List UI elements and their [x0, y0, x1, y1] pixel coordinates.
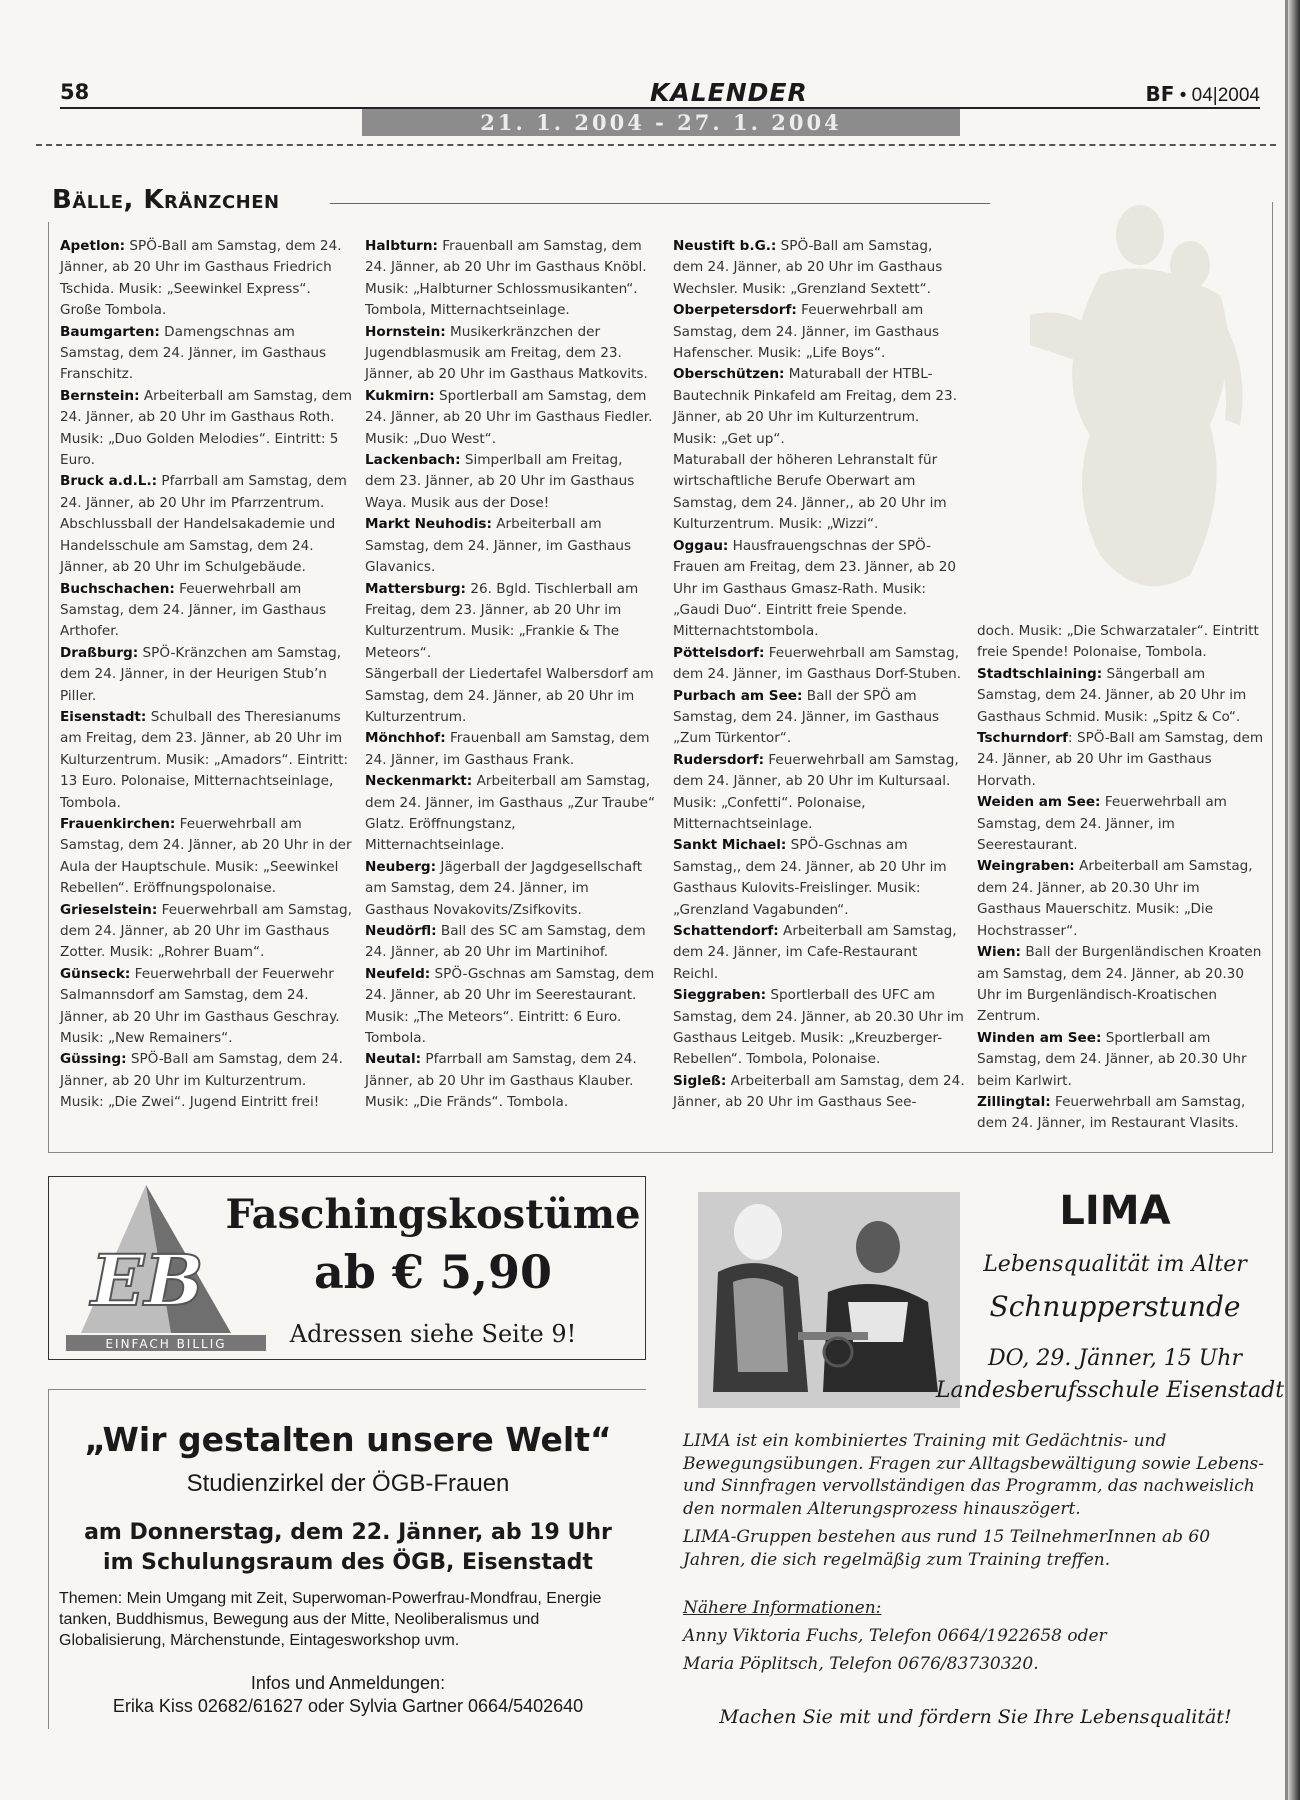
- listing-place: Purbach am See:: [673, 687, 803, 704]
- listing-place: Mattersburg:: [365, 580, 466, 597]
- listing-text: Feuerwehrball am Samstag, dem 24. Jänner, im Gasthaus Arthofer.: [60, 580, 327, 640]
- listing-place: Neuberg:: [365, 858, 437, 875]
- listing-entry: [60, 236, 352, 322]
- listing-place: Draßburg:: [60, 644, 139, 661]
- listing-text: Simperlball am Freitag, dem 23. Jänner, ab 20 Uhr im Gasthaus Waya. Musik aus der Dose!: [365, 452, 635, 511]
- listing-place: Stadtschlaining:: [977, 665, 1103, 682]
- listing-text: Arbeiterball am Samstag, dem 24. Jänner, ab 20 Uhr im Gasthaus See-: [673, 1072, 965, 1111]
- ogb-contact: [49, 1672, 647, 1718]
- listing-entry: [365, 236, 657, 322]
- lima-paragraph-2: LIMA-Gruppen bestehen aus rund 15 TeilnehmerInnen ab 60 Jahren, die sich regelmäßig zum Training treffen.: [683, 1527, 1211, 1570]
- magazine-name: BF: [1145, 82, 1175, 106]
- listing-text: Musikerkränzchen der Jugendblasmusik am Freitag, dem 23. Jänner, ab 20 Uhr im Gasthaus Matkovits.: [365, 323, 648, 383]
- listing-place: Weingraben:: [977, 858, 1075, 875]
- listing-entry: [365, 964, 657, 1050]
- listing-text: Jägerball der Jagdgesellschaft am Samstag, dem 24. Jänner, im Gasthaus Novakovits/Zsifkovits.: [365, 858, 643, 918]
- listing-column-4: [977, 621, 1265, 1135]
- lima-info-label-text: Nähere Informationen:: [683, 1598, 882, 1618]
- lima-title: LIMA: [1059, 1188, 1171, 1234]
- listing-text: Ball der Burgenländischen Kroaten am Samstag, dem 24. Jänner, ab 20.30 Uhr im Burgenländisch-Kroatischen Zentrum.: [977, 944, 1262, 1025]
- listing-place: Mönchhof:: [365, 730, 446, 747]
- listing-entry: [977, 942, 1265, 1028]
- listing-entry: [977, 621, 1265, 664]
- listing-text: Arbeiterball am Samstag, dem 24. Jänner, im Gasthaus „Zur Traube“ Glatz. Eröffnungstanz, Mitternachtseinlage.: [365, 773, 655, 854]
- listing-text: Hausfrauengschnas der SPÖ-Frauen am Freitag, dem 23. Jänner, ab 20 Uhr im Gasthaus Gmasz-Rath. Musik: „Gaudi Duo“. Eintritt freie Spende. Mitternachtstombola.: [673, 537, 956, 640]
- listing-text: Feuerwehrball am Samstag, dem 24. Jänner, im Seerestaurant.: [977, 794, 1227, 854]
- listing-place: Bernstein:: [60, 387, 140, 404]
- listing-place: Wien:: [977, 944, 1021, 961]
- listing-entry: [365, 921, 657, 964]
- listing-place: Winden am See:: [977, 1029, 1102, 1046]
- listing-entry: [977, 1092, 1265, 1135]
- section-label: KALENDER: [650, 78, 808, 107]
- listing-text: Arbeiterball am Samstag, dem 24. Jänner, im Cafe-Restaurant Reichl.: [673, 923, 957, 982]
- listing-place: Sankt Michael:: [673, 837, 787, 854]
- listing-entry: [60, 386, 352, 472]
- listing-entry: [673, 1071, 965, 1114]
- listing-place: Neufeld:: [365, 965, 431, 982]
- listing-entry: [60, 814, 352, 900]
- listing-entry: [977, 728, 1265, 792]
- listing-text: Frauenball am Samstag, dem 24. Jänner, im Gasthaus Frank.: [365, 730, 650, 768]
- listing-text: Pfarrball am Samstag, dem 24. Jänner, ab 20 Uhr im Gasthaus Klauber. Musik: „Die Fränds“. Tombola.: [365, 1051, 637, 1111]
- listing-entry: [673, 686, 965, 750]
- listing-place: Apetlon:: [60, 238, 126, 254]
- listing-place: Grieselstein:: [60, 901, 158, 918]
- listing-text: Ball der SPÖ am Samstag, dem 24. Jänner, im Gasthaus „Zum Türkentor“.: [673, 687, 940, 747]
- listing-entry: [365, 386, 657, 450]
- page-number: 58: [60, 80, 90, 104]
- listing-text: Maturaball der höheren Lehranstalt für wirtschaftliche Berufe Oberwart am Samstag, dem 24. Jänner,, ab 20 Uhr im Kulturzentrum. Musik: „Wizzi“.: [673, 452, 947, 533]
- listing-text: SPÖ-Gschnas am Samstag, dem 24. Jänner, ab 20 Uhr im Seerestaurant. Musik: „The Meteors“. Eintritt: 6 Euro. Tombola.: [365, 965, 655, 1047]
- section-title-text: Bälle, Kränzchen: [52, 185, 280, 215]
- listing-text: SPÖ-Ball am Samstag, dem 24. Jänner, ab 20 Uhr im Gasthaus Wechsler. Musik: „Grenzland Sextett“.: [673, 238, 943, 297]
- listing-text: Sängerball am Samstag, dem 24. Jänner, ab 20 Uhr im Gasthaus Schmid. Musik: „Spitz & Co“.: [977, 665, 1247, 725]
- listing-place: Baumgarten:: [60, 323, 160, 340]
- section-title: [52, 185, 280, 215]
- listing-text: Feuerwehrball am Samstag, dem 24. Jänner, ab 20 Uhr in der Aula der Hauptschule. Musik: „Seewinkel Rebellen“. Eröffnungspolonaise.: [60, 815, 352, 897]
- listing-text: Feuerwehrball am Samstag, dem 24. Jänner, im Gasthaus Hafenscher. Musik: „Life Boys“.: [673, 302, 940, 362]
- listing-entry: [977, 856, 1265, 942]
- listing-box-corner: [1268, 202, 1273, 222]
- lima-description: [683, 1430, 1268, 1577]
- listing-text: Arbeiterball am Samstag, dem 24. Jänner, ab 20 Uhr im Gasthaus Roth. Musik: „Duo Golden Melodies“. Eintritt: 5 Euro.: [60, 387, 352, 469]
- listing-entry: [673, 750, 965, 836]
- listing-text: Sportlerball des UFC am Samstag, dem 24. Jänner, ab 20.30 Uhr im Gasthaus Leitgeb. Musik: „Kreuzberger-Rebellen“. Tombola, Polonaise.: [673, 987, 964, 1068]
- ogb-study-circle-ad: [48, 1389, 646, 1729]
- page-header: [60, 78, 1260, 107]
- listing-entry: [365, 514, 657, 578]
- listing-entry: [365, 322, 657, 386]
- ogb-place-line: im Schulungsraum des ÖGB, Eisenstadt: [103, 1550, 593, 1575]
- listing-place: Neudörfl:: [365, 923, 437, 939]
- listing-place: Neustift b.G.:: [673, 238, 777, 254]
- listing-entry: [673, 835, 965, 921]
- listing-entry: [60, 471, 352, 514]
- listing-text: Feuerwehrball der Feuerwehr Salmannsdorf am Samstag, dem 24. Jänner, ab 20 Uhr im Gasthaus Geschray. Musik: „New Remainers“.: [60, 965, 340, 1047]
- listing-entry: [60, 514, 352, 578]
- listing-entry: [365, 664, 657, 728]
- listing-place: Oberschützen:: [673, 366, 785, 383]
- listing-text: Pfarrball am Samstag, dem 24. Jänner, ab 20 Uhr im Pfarrzentrum.: [60, 473, 347, 511]
- listing-place: Lackenbach:: [365, 452, 461, 469]
- listing-entry: [977, 792, 1265, 856]
- eb-logo-caption: EINFACH BILLIG: [105, 1337, 227, 1351]
- listing-column-3: [673, 236, 965, 1114]
- listing-place: Sigleß:: [673, 1072, 727, 1089]
- lima-contact-1: Anny Viktoria Fuchs, Telefon 0664/1922658 oder: [683, 1626, 1107, 1646]
- listing-text: Feuerwehrball am Samstag, dem 24. Jänner, im Gasthaus Dorf-Stuben.: [673, 644, 962, 683]
- listing-place: Halbturn:: [365, 238, 438, 254]
- listing-text: Arbeiterball am Samstag, dem 24. Jänner, ab 20.30 Uhr im Gasthaus Mauerschitz. Musik: „Die Hochstrasser“.: [977, 858, 1253, 939]
- listing-entry: [977, 664, 1265, 728]
- costume-headline: Faschingskostüme: [225, 1191, 641, 1238]
- bullet-separator: •: [1179, 85, 1187, 106]
- ogb-topics: Themen: Mein Umgang mit Zeit, Superwoman-Powerfrau-Mondfrau, Energie tanken, Buddhismus, Bewegung aus der Mitte, Neoliberalismus und Globalisierung, Märchenstunde, Eintagesworkshop uvm.: [59, 1590, 602, 1649]
- listing-text: Frauenball am Samstag, dem 24. Jänner, ab 20 Uhr im Gasthaus Knöbl. Musik: „Halbturner Schlossmusikanten“. Tombola, Mitternachtseinlage.: [365, 238, 647, 319]
- listing-text: Schulball des Theresianums am Freitag, dem 23. Jänner, ab 20 Uhr im Kulturzentrum. Musik: „Amadors“. Eintritt: 13 Euro. Polonaise, Mitternachtseinlage, Tombola.: [60, 708, 349, 811]
- listing-column-2: [365, 236, 657, 1114]
- lima-event: Schnupperstunde: [989, 1290, 1241, 1323]
- listing-entry: [365, 450, 657, 514]
- listing-entry: [673, 450, 965, 536]
- listing-entry: [365, 857, 657, 921]
- lima-contact-info: [683, 1594, 1268, 1678]
- listing-place: Markt Neuhodis:: [365, 516, 492, 533]
- listing-entry: [60, 900, 352, 964]
- lima-slogan: Machen Sie mit und fördern Sie Ihre Lebensqualität!: [719, 1706, 1232, 1728]
- listing-entry: [673, 921, 965, 985]
- listing-text: Sängerball der Liedertafel Walbersdorf am Samstag, dem 24. Jänner, ab 20 Uhr im Kulturzentrum.: [365, 666, 654, 725]
- seniors-photo: [698, 1192, 960, 1408]
- lima-contact-2: Maria Pöplitsch, Telefon 0676/83730320.: [683, 1654, 1039, 1674]
- listing-entry: [673, 300, 965, 364]
- listing-entry: [60, 707, 352, 814]
- listing-place: Oberpetersdorf:: [673, 302, 797, 319]
- listing-place: Oggau:: [673, 537, 729, 554]
- listing-text: Arbeiterball am Samstag, dem 24. Jänner, im Gasthaus Glavanics.: [365, 516, 632, 576]
- listing-entry: [365, 579, 657, 665]
- lima-date: DO, 29. Jänner, 15 Uhr: [988, 1346, 1242, 1371]
- listing-place: Bruck a.d.L.:: [60, 473, 158, 490]
- listing-text: : SPÖ-Ball am Samstag, dem 24. Jänner, ab 20 Uhr im Gasthaus Horvath.: [977, 730, 1264, 789]
- listing-text: Feuerwehrball am Samstag, dem 24. Jänner, ab 20 Uhr im Kultursaal. Musik: „Confetti“. Polonaise, Mitternachtseinlage.: [673, 751, 959, 832]
- listing-text: Feuerwehrball am Samstag, dem 24. Jänner, im Restaurant Vlasits.: [977, 1093, 1246, 1132]
- issue-info: [1146, 82, 1260, 107]
- listing-text: SPÖ-Ball am Samstag, dem 24. Jänner, ab 20 Uhr im Gasthaus Friedrich Tschida. Musik: „Seewinkel Express“. Große Tombola.: [60, 238, 342, 319]
- listing-text: SPÖ-Gschnas am Samstag,, dem 24. Jänner, ab 20 Uhr im Gasthaus Kulovits-Freislinger. Musik: „Grenzland Vagabunden“.: [673, 837, 947, 918]
- listing-entry: [60, 579, 352, 643]
- listing-entry: [673, 364, 965, 450]
- listing-text: Maturaball der HTBL-Bautechnik Pinkafeld am Freitag, dem 23. Jänner, ab 20 Uhr im Kulturzentrum. Musik: „Get up“.: [673, 366, 958, 447]
- listing-place: Pöttelsdorf:: [673, 644, 765, 661]
- listing-text: Ball des SC am Samstag, dem 24. Jänner, ab 20 Uhr im Martinihof.: [365, 923, 646, 961]
- listing-column-1: [60, 236, 352, 1114]
- listing-entry: [365, 771, 657, 857]
- listing-text: Damengschnas am Samstag, dem 24. Jänner, im Gasthaus Franschitz.: [60, 323, 327, 383]
- listing-place: Neutal:: [365, 1051, 422, 1068]
- date-range-band: 21. 1. 2004 - 27. 1. 2004: [362, 109, 960, 136]
- dashed-divider: [36, 144, 1276, 146]
- lima-subtitle: Lebensqualität im Alter: [983, 1252, 1247, 1277]
- listing-place: Günseck:: [60, 965, 131, 982]
- listing-place: Hornstein:: [365, 323, 446, 340]
- lima-info-label: [683, 1594, 1268, 1622]
- page-edge-shadow: [1288, 0, 1300, 1800]
- listing-place: Neckenmarkt:: [365, 773, 473, 790]
- listing-entry: [673, 985, 965, 1071]
- listing-entry: [60, 964, 352, 1050]
- listing-place: Schattendorf:: [673, 923, 779, 939]
- listing-place: Frauenkirchen:: [60, 815, 176, 832]
- listing-place: Sieggraben:: [673, 987, 767, 1004]
- section-title-rule: [330, 203, 990, 204]
- listing-place: Eisenstadt:: [60, 708, 147, 725]
- lima-place: Landesberufsschule Eisenstadt: [935, 1378, 1285, 1403]
- ogb-date-line: am Donnerstag, dem 22. Jänner, ab 19 Uhr: [84, 1520, 612, 1545]
- listing-place: Buchschachen:: [60, 580, 175, 597]
- listing-entry: [673, 643, 965, 686]
- listing-text: SPÖ-Ball am Samstag, dem 24. Jänner, ab 20 Uhr im Kulturzentrum. Musik: „Die Zwei“. Jugend Eintritt frei!: [60, 1051, 343, 1111]
- listing-place: Weiden am See:: [977, 794, 1101, 811]
- ogb-title: „Wir gestalten unsere Welt“: [84, 1420, 612, 1459]
- costume-advertisement: [48, 1176, 646, 1360]
- listing-text: 26. Bgld. Tischlerball am Freitag, dem 23. Jänner, ab 20 Uhr im Kulturzentrum. Musik: „Frankie & The Meteors“.: [365, 580, 639, 661]
- ogb-subtitle: Studienzirkel der ÖGB-Frauen: [186, 1470, 510, 1497]
- listing-place: Güssing:: [60, 1051, 127, 1068]
- listing-text: Sportlerball am Samstag, dem 24. Jänner, ab 20 Uhr im Gasthaus Fiedler. Musik: „Duo West“.: [365, 387, 653, 447]
- lima-paragraph-1: LIMA ist ein kombiniertes Training mit Gedächtnis- und Bewegungsübungen. Fragen zur Alltagsbewältigung sowie Lebens- und Sinnfragen vervollständigen das Programm, das nachweislich den normalen Alterungsprozess hinauszögert.: [683, 1431, 1265, 1519]
- listing-entry: [977, 1028, 1265, 1092]
- listing-entry: [365, 728, 657, 771]
- listing-entry: [60, 643, 352, 707]
- ogb-info-label: Infos und Anmeldungen:: [250, 1673, 446, 1693]
- listing-entry: [60, 322, 352, 386]
- listing-place: Kukmirn:: [365, 387, 435, 404]
- listing-entry: [673, 236, 965, 300]
- costume-address-reference: Adressen siehe Seite 9!: [289, 1320, 577, 1348]
- listing-place: Tschurndorf: [977, 730, 1069, 747]
- listing-text: Feuerwehrball am Samstag, dem 24. Jänner, ab 20 Uhr im Gasthaus Zotter. Musik: „Rohrer Buam“.: [60, 901, 352, 961]
- eb-logo-letters: EB: [91, 1239, 204, 1322]
- listing-text: doch. Musik: „Die Schwarzataler“. Eintritt freie Spende! Polonaise, Tombola.: [977, 623, 1259, 661]
- listing-text: Sportlerball am Samstag, dem 24. Jänner, ab 20.30 Uhr beim Karlwirt.: [977, 1029, 1247, 1089]
- dancing-couple-watermark: [990, 195, 1260, 615]
- ogb-date-place: [49, 1518, 647, 1578]
- listing-entry: [60, 1049, 352, 1113]
- listing-entry: [673, 536, 965, 643]
- listing-text: SPÖ-Kränzchen am Samstag, dem 24. Jänner, in der Heurigen Stub’n Piller.: [60, 644, 342, 704]
- costume-price: ab € 5,90: [313, 1245, 553, 1299]
- listing-entry: [365, 1049, 657, 1113]
- issue-number: 04|2004: [1191, 85, 1260, 106]
- listing-place: Zillingtal:: [977, 1093, 1051, 1110]
- listing-text: Abschlussball der Handelsakademie und Handelsschule am Samstag, dem 24. Jänner, ab 20 Uhr im Schulgebäude.: [60, 516, 336, 576]
- listing-place: Rudersdorf:: [673, 751, 765, 768]
- ogb-contacts: Erika Kiss 02682/61627 oder Sylvia Gartner 0664/5402640: [112, 1696, 584, 1716]
